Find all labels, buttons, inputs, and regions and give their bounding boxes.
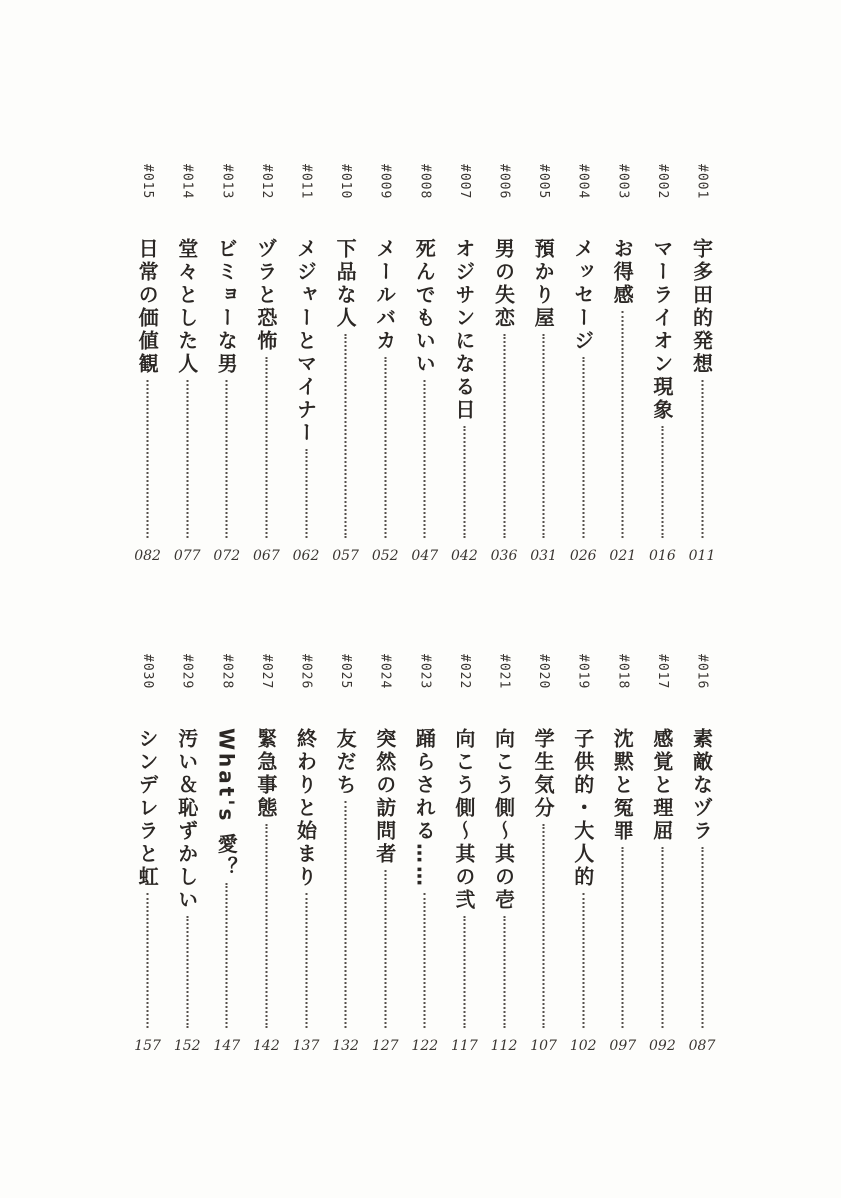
dot-leader [424,380,426,538]
entry-page-number: 057 [332,548,359,564]
entry-title: 緊急事態 [253,728,278,820]
entry-page-number: 026 [569,548,597,564]
dot-leader [384,357,386,538]
entry-title-row [252,238,281,538]
toc-entry[interactable] [528,650,560,1060]
entry-title: 学生気分 [531,728,556,820]
entry-title-row [371,728,400,1028]
dot-leader [543,824,545,1028]
toc-entry[interactable] [686,160,718,570]
entry-title-row [529,238,558,538]
dot-leader [265,824,267,1028]
entry-title-row [569,238,598,538]
entry-number: #012 [258,164,274,200]
entry-title-row [450,238,479,538]
entry-number: #002 [654,164,670,200]
entry-page-number: 036 [490,548,518,564]
dot-leader [345,334,347,538]
dot-leader [384,870,386,1028]
entry-title: 日常の価値観 [135,238,160,376]
entry-title-row [450,728,479,1028]
entry-page-number: 142 [253,1038,280,1054]
entry-number: #008 [417,164,433,200]
dot-leader [424,893,426,1028]
entry-page-number: 117 [451,1038,478,1054]
dot-leader [226,883,228,1028]
entry-page-number: 077 [173,548,201,564]
dot-leader [582,893,584,1028]
toc-entry[interactable] [132,160,164,570]
dot-leader [661,426,663,538]
entry-title: 向こう側〜其の壱 [491,728,516,912]
entry-title-row [133,238,162,538]
toc-block-bottom [0,650,841,1060]
entry-title: 沈黙と冤罪 [610,728,635,843]
toc-entry[interactable] [567,160,599,570]
toc-entry[interactable] [250,650,282,1060]
entry-title-row [212,728,241,1028]
entry-page-number: 031 [530,548,557,564]
dot-leader [226,380,228,538]
entry-page-number: 042 [451,548,478,564]
dot-leader [345,801,347,1028]
entry-title-row [331,728,360,1028]
entry-number: #009 [377,164,393,200]
entry-page-number: 147 [213,1038,241,1054]
toc-entry[interactable] [409,160,441,570]
entry-title-row [252,728,281,1028]
entry-number: #003 [615,164,631,200]
toc-entry[interactable] [132,650,164,1060]
entry-title-row [648,728,677,1028]
entry-page-number: 067 [253,548,280,564]
entry-title: What's 愛？ [214,728,239,880]
toc-entry[interactable] [488,160,520,570]
entry-number: #018 [615,654,631,690]
dot-leader [701,380,703,538]
entry-number: #013 [219,164,235,200]
entry-page-number: 107 [530,1038,557,1054]
entry-number: #027 [258,654,274,690]
entry-title: ビミョーな男 [214,238,239,376]
entry-title: 宇多田的発想 [689,238,714,376]
entry-title: ヅラと恐怖 [253,238,278,353]
entry-title-row [331,238,360,538]
entry-title: 友だち [333,728,358,797]
toc-entry[interactable] [607,160,639,570]
dot-leader [463,916,465,1028]
entry-title-row [688,238,717,538]
entry-number: #024 [377,654,393,690]
entry-number: #016 [694,654,710,690]
toc-entry[interactable] [567,650,599,1060]
entry-page-number: 112 [490,1038,518,1054]
toc-entry[interactable] [528,160,560,570]
dot-leader [305,893,307,1028]
entry-page-number: 102 [569,1038,597,1054]
entry-title-row [173,728,202,1028]
toc-entry[interactable] [369,650,401,1060]
entry-number: #014 [179,164,195,200]
entry-number: #007 [456,164,472,200]
entry-title-row [648,238,677,538]
entry-title: 下品な人 [333,238,358,330]
entry-number: #020 [536,654,552,690]
entry-title: 預かり屋 [531,238,556,330]
entry-number: #011 [298,164,314,200]
entry-number: #025 [338,654,354,690]
entry-number: #029 [179,654,195,690]
entry-page-number: 092 [649,1038,676,1054]
entry-title: マーライオン現象 [649,238,674,422]
toc-entry[interactable] [646,650,678,1060]
entry-page-number: 082 [134,548,161,564]
entry-title-row [212,238,241,538]
toc-block-top [0,160,841,570]
entry-title: メジャーとマイナー [293,238,318,445]
entry-number: #005 [536,164,552,200]
entry-page-number: 137 [292,1038,320,1054]
entry-number: #010 [338,164,354,200]
entry-title-row [688,728,717,1028]
toc-entry[interactable] [330,650,362,1060]
entry-number: #023 [417,654,433,690]
entry-number: #026 [298,654,314,690]
entry-title: シンデレラと虹 [135,728,160,889]
toc-entry[interactable] [686,650,718,1060]
entry-page-number: 122 [411,1038,439,1054]
entry-number: #006 [496,164,512,200]
toc-entry[interactable] [369,160,401,570]
toc-entry[interactable] [409,650,441,1060]
dot-leader [147,893,149,1028]
entry-page-number: 021 [609,548,637,564]
entry-title-row [490,728,519,1028]
entry-title: 踊らされる…… [412,728,437,889]
toc-entry[interactable] [250,160,282,570]
entry-title-row [608,238,637,538]
dot-leader [147,380,149,538]
entry-title-row [410,238,439,538]
toc-entry[interactable] [211,650,243,1060]
entry-title-row [410,728,439,1028]
toc-entry[interactable] [448,160,480,570]
entry-page-number: 132 [332,1038,359,1054]
entry-title: オジサンになる日 [451,238,476,422]
toc-entry[interactable] [290,160,322,570]
toc-entry[interactable] [330,160,362,570]
entry-title-row [569,728,598,1028]
entry-number: #001 [694,164,710,200]
entry-page-number: 047 [411,548,439,564]
entry-title: 終わりと始まり [293,728,318,889]
entry-page-number: 052 [371,548,399,564]
dot-leader [543,334,545,538]
dot-leader [622,847,624,1028]
entry-title: メッセージ [570,238,595,353]
toc-entry[interactable] [607,650,639,1060]
entry-page-number: 152 [173,1038,201,1054]
entry-number: #019 [575,654,591,690]
entry-title: 子供的・大人的 [570,728,595,889]
entry-number: #022 [456,654,472,690]
dot-leader [463,426,465,538]
dot-leader [661,847,663,1028]
entry-title: 男の失恋 [491,238,516,330]
dot-leader [305,449,307,538]
entry-title-row [529,728,558,1028]
dot-leader [622,311,624,538]
entry-title: 素敵なヅラ [689,728,714,843]
entry-title-row [133,728,162,1028]
entry-page-number: 127 [371,1038,399,1054]
entry-page-number: 097 [609,1038,637,1054]
entry-number: #015 [140,164,156,200]
entry-title: メールバカ [372,238,397,353]
dot-leader [503,334,505,538]
toc-entry[interactable] [488,650,520,1060]
entry-number: #030 [140,654,156,690]
entry-page-number: 011 [688,548,716,564]
toc-entry[interactable] [448,650,480,1060]
entry-title-row [490,238,519,538]
entry-page-number: 157 [134,1038,161,1054]
toc-entry[interactable] [646,160,678,570]
toc-entry[interactable] [211,160,243,570]
entry-number: #004 [575,164,591,200]
entry-title: 突然の訪問者 [372,728,397,866]
entry-title-row [371,238,400,538]
entry-title-row [173,238,202,538]
toc-entry[interactable] [290,650,322,1060]
entry-title-row [292,238,321,538]
entry-title: お得感 [610,238,635,307]
entry-title: 感覚と理屈 [649,728,674,843]
dot-leader [265,357,267,538]
dot-leader [503,916,505,1028]
toc-entry[interactable] [171,160,203,570]
entry-title-row [292,728,321,1028]
entry-number: #017 [654,654,670,690]
dot-leader [582,357,584,538]
entry-page-number: 016 [649,548,676,564]
toc-entry[interactable] [171,650,203,1060]
entry-title: 汚い＆恥ずかしい [174,728,199,912]
entry-number: #028 [219,654,235,690]
entry-title: 死んでもいい [412,238,437,376]
entry-title: 堂々とした人 [174,238,199,376]
entry-page-number: 062 [292,548,320,564]
entry-page-number: 087 [688,1038,716,1054]
entry-title: 向こう側〜其の弐 [451,728,476,912]
entry-page-number: 072 [213,548,241,564]
dot-leader [186,916,188,1028]
entry-title-row [608,728,637,1028]
dot-leader [701,847,703,1028]
entry-number: #021 [496,654,512,690]
dot-leader [186,380,188,538]
